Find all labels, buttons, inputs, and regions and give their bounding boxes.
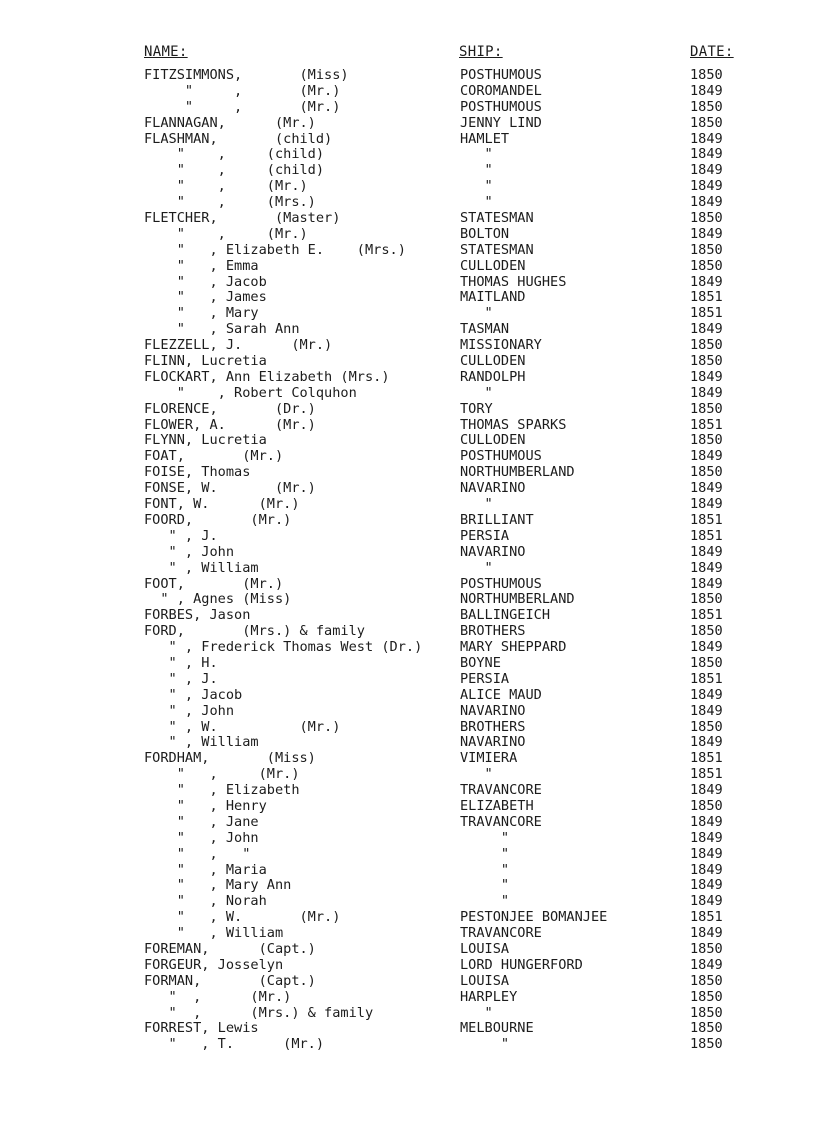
table-row (0, 195, 816, 211)
ship-name: STATESMAN (460, 210, 534, 227)
arrival-date: 1850 (690, 241, 723, 258)
passenger-name: " , Elizabeth (144, 782, 300, 799)
table-row (0, 497, 816, 513)
passenger-name: FOORD, (Mr.) (144, 511, 292, 528)
ship-name: ELIZABETH (460, 797, 534, 814)
table-row (0, 290, 816, 306)
arrival-date: 1849 (690, 321, 723, 338)
table-row (0, 704, 816, 720)
arrival-date: 1851 (690, 607, 723, 624)
ship-name: ALICE MAUD (460, 686, 542, 703)
arrival-date: 1849 (690, 496, 723, 513)
ship-name: NORTHUMBERLAND (460, 591, 575, 608)
table-row (0, 624, 816, 640)
ship-name: THOMAS HUGHES (460, 273, 567, 290)
passenger-name: " , Jacob (144, 273, 267, 290)
ship-name: BALLINGEICH (460, 607, 551, 624)
table-row (0, 243, 816, 259)
arrival-date: 1851 (690, 289, 723, 306)
ship-name: NAVARINO (460, 480, 526, 497)
arrival-date: 1849 (690, 877, 723, 894)
ship-name: COROMANDEL (460, 82, 542, 99)
passenger-name: " , Norah (144, 893, 267, 910)
ship-name: " (460, 845, 510, 862)
ship-name: BROTHERS (460, 718, 526, 735)
ship-name: STATESMAN (460, 241, 534, 258)
arrival-date: 1849 (690, 178, 723, 195)
passenger-name: FORBES, Jason (144, 607, 251, 624)
arrival-date: 1850 (690, 337, 723, 354)
ship-name: THOMAS SPARKS (460, 416, 567, 433)
ship-name: MISSIONARY (460, 337, 542, 354)
arrival-date: 1851 (690, 766, 723, 783)
table-row (0, 894, 816, 910)
passenger-name: " , (Mr.) (144, 82, 341, 99)
table-row (0, 433, 816, 449)
passenger-name: " , Maria (144, 861, 267, 878)
arrival-date: 1850 (690, 591, 723, 608)
table-row (0, 990, 816, 1006)
passenger-name: FLORENCE, (Dr.) (144, 400, 316, 417)
ship-name: NAVARINO (460, 734, 526, 751)
arrival-date: 1851 (690, 909, 723, 926)
arrival-date: 1850 (690, 654, 723, 671)
table-row (0, 751, 816, 767)
passenger-name: " , (Mr.) (144, 766, 300, 783)
passenger-name: FOOT, (Mr.) (144, 575, 284, 592)
arrival-date: 1850 (690, 988, 723, 1005)
table-row (0, 942, 816, 958)
arrival-date: 1849 (690, 368, 723, 385)
table-row (0, 354, 816, 370)
table-row (0, 720, 816, 736)
arrival-date: 1850 (690, 940, 723, 957)
table-row (0, 640, 816, 656)
table-row (0, 227, 816, 243)
passenger-name: FLYNN, Lucretia (144, 432, 267, 449)
passenger-name: " , John (144, 702, 235, 719)
ship-name: TASMAN (460, 321, 510, 338)
arrival-date: 1850 (690, 257, 723, 274)
arrival-date: 1849 (690, 575, 723, 592)
passenger-name: FONT, W. (Mr.) (144, 496, 300, 513)
ship-name: PESTONJEE BOMANJEE (460, 909, 608, 926)
arrival-date: 1849 (690, 893, 723, 910)
passenger-name: " , W. (Mr.) (144, 909, 341, 926)
passenger-name: FOISE, Thomas (144, 464, 251, 481)
arrival-date: 1849 (690, 384, 723, 401)
passenger-name: FITZSIMMONS, (Miss) (144, 67, 349, 83)
table-row (0, 878, 816, 894)
ship-name: PERSIA (460, 670, 510, 687)
ship-name: POSTHUMOUS (460, 67, 542, 83)
ship-name: NAVARINO (460, 543, 526, 560)
passenger-name: " , Mary (144, 305, 259, 322)
arrival-date: 1850 (690, 98, 723, 115)
ship-name: " (460, 877, 510, 894)
ship-name: MELBOURNE (460, 1020, 534, 1037)
arrival-date: 1851 (690, 305, 723, 322)
passenger-name: " , Elizabeth E. (Mrs.) (144, 241, 406, 258)
passenger-name: " , Jacob (144, 686, 243, 703)
ship-name: " (460, 1036, 510, 1053)
table-row (0, 1006, 816, 1022)
arrival-date: 1851 (690, 750, 723, 767)
passenger-name: FLETCHER, (Master) (144, 210, 341, 227)
passenger-name: " , (Mrs.) & family (144, 1004, 374, 1021)
ship-name: TORY (460, 400, 493, 417)
arrival-date: 1851 (690, 416, 723, 433)
passenger-name: " , (Mr.) (144, 988, 292, 1005)
arrival-date: 1849 (690, 146, 723, 163)
passenger-name: FORD, (Mrs.) & family (144, 623, 365, 640)
ship-name: " (460, 893, 510, 910)
arrival-date: 1850 (690, 210, 723, 227)
arrival-date: 1849 (690, 82, 723, 99)
arrival-date: 1849 (690, 639, 723, 656)
table-row (0, 672, 816, 688)
ship-name: MAITLAND (460, 289, 526, 306)
passenger-name: " , Robert Colquhon (144, 384, 357, 401)
table-row (0, 338, 816, 354)
ship-name: JENNY LIND (460, 114, 542, 131)
ship-name: " (460, 496, 493, 513)
arrival-date: 1849 (690, 194, 723, 211)
ship-name: " (460, 162, 493, 179)
passenger-name: " , James (144, 289, 267, 306)
table-row (0, 831, 816, 847)
table-row (0, 449, 816, 465)
passenger-name: " , Mary Ann (144, 877, 292, 894)
ship-name: LOUISA (460, 940, 510, 957)
table-row (0, 306, 816, 322)
arrival-date: 1849 (690, 273, 723, 290)
ship-name: LORD HUNGERFORD (460, 956, 583, 973)
passenger-name: " , William (144, 559, 259, 576)
ship-name: RANDOLPH (460, 368, 526, 385)
arrival-date: 1849 (690, 543, 723, 560)
passenger-name: FOREMAN, (Capt.) (144, 940, 316, 957)
ship-name: POSTHUMOUS (460, 448, 542, 465)
passenger-name: FORMAN, (Capt.) (144, 972, 316, 989)
passenger-name: FORGEUR, Josselyn (144, 956, 284, 973)
ship-name: TRAVANCORE (460, 925, 542, 942)
arrival-date: 1850 (690, 718, 723, 735)
table-row (0, 608, 816, 624)
ship-name: POSTHUMOUS (460, 575, 542, 592)
passenger-name: " , John (144, 543, 235, 560)
table-row (0, 163, 816, 179)
table-row (0, 322, 816, 338)
passenger-name: " , (Mr.) (144, 178, 308, 195)
table-row (0, 465, 816, 481)
name-column-header: NAME: (144, 44, 188, 60)
table-row (0, 132, 816, 148)
arrival-date: 1851 (690, 527, 723, 544)
passenger-name: " , Henry (144, 797, 267, 814)
ship-name: CULLODEN (460, 257, 526, 274)
arrival-date: 1850 (690, 432, 723, 449)
ship-name: BRILLIANT (460, 511, 534, 528)
passenger-name: FORDHAM, (Miss) (144, 750, 316, 767)
table-row (0, 529, 816, 545)
arrival-date: 1849 (690, 956, 723, 973)
passenger-name: FLEZZELL, J. (Mr.) (144, 337, 333, 354)
ship-name: HARPLEY (460, 988, 518, 1005)
table-row (0, 1037, 816, 1053)
passenger-name: FLOCKART, Ann Elizabeth (Mrs.) (144, 368, 390, 385)
arrival-date: 1849 (690, 559, 723, 576)
passenger-name: " , J. (144, 527, 218, 544)
ship-name: " (460, 559, 493, 576)
ship-name: " (460, 1004, 493, 1021)
table-row (0, 481, 816, 497)
table-row (0, 767, 816, 783)
table-row (0, 926, 816, 942)
ship-name: POSTHUMOUS (460, 98, 542, 115)
arrival-date: 1849 (690, 813, 723, 830)
arrival-date: 1849 (690, 829, 723, 846)
table-row (0, 100, 816, 116)
ship-name: " (460, 861, 510, 878)
arrival-date: 1849 (690, 225, 723, 242)
ship-column-header: SHIP: (459, 44, 503, 60)
ship-name: HAMLET (460, 130, 510, 147)
ship-name: CULLODEN (460, 353, 526, 370)
table-row (0, 974, 816, 990)
table-row (0, 545, 816, 561)
passenger-name: FLASHMAN, (child) (144, 130, 333, 147)
arrival-date: 1849 (690, 162, 723, 179)
ship-name: " (460, 178, 493, 195)
table-row (0, 783, 816, 799)
arrival-date: 1850 (690, 623, 723, 640)
passenger-name: " , H. (144, 654, 218, 671)
table-row (0, 275, 816, 291)
table-row (0, 147, 816, 163)
passenger-name: " , John (144, 829, 259, 846)
passenger-name: " , Emma (144, 257, 259, 274)
table-row (0, 847, 816, 863)
ship-name: BROTHERS (460, 623, 526, 640)
passenger-name: " , (Mr.) (144, 98, 341, 115)
arrival-date: 1851 (690, 511, 723, 528)
table-row (0, 799, 816, 815)
ship-name: TRAVANCORE (460, 782, 542, 799)
table-row (0, 179, 816, 195)
arrival-date: 1849 (690, 702, 723, 719)
passenger-name: " , William (144, 925, 284, 942)
passenger-name: " , Frederick Thomas West (Dr.) (144, 639, 423, 656)
table-row (0, 688, 816, 704)
ship-name: " (460, 146, 493, 163)
ship-name: LOUISA (460, 972, 510, 989)
table-row (0, 910, 816, 926)
arrival-date: 1849 (690, 845, 723, 862)
table-row (0, 735, 816, 751)
table-row (0, 211, 816, 227)
arrival-date: 1849 (690, 925, 723, 942)
passenger-name: FLOWER, A. (Mr.) (144, 416, 316, 433)
table-row (0, 386, 816, 402)
table-row (0, 577, 816, 593)
ship-name: " (460, 384, 493, 401)
arrival-date: 1849 (690, 861, 723, 878)
arrival-date: 1850 (690, 1020, 723, 1037)
ship-name: NORTHUMBERLAND (460, 464, 575, 481)
ship-name: CULLODEN (460, 432, 526, 449)
passenger-name: " , T. (Mr.) (144, 1036, 325, 1053)
date-column-header: DATE: (690, 44, 734, 60)
ship-name: NAVARINO (460, 702, 526, 719)
passenger-name: FLINN, Lucretia (144, 353, 267, 370)
passenger-name: " , J. (144, 670, 218, 687)
passenger-name: " , (Mr.) (144, 225, 308, 242)
table-row (0, 815, 816, 831)
table-row (0, 513, 816, 529)
arrival-date: 1849 (690, 782, 723, 799)
arrival-date: 1850 (690, 1036, 723, 1053)
arrival-date: 1850 (690, 972, 723, 989)
passenger-name: FORREST, Lewis (144, 1020, 259, 1037)
ship-name: " (460, 194, 493, 211)
arrival-date: 1850 (690, 464, 723, 481)
table-row (0, 656, 816, 672)
ship-name: " (460, 829, 510, 846)
arrival-date: 1850 (690, 400, 723, 417)
arrival-date: 1849 (690, 448, 723, 465)
passenger-list (0, 68, 816, 1053)
passenger-name: FOAT, (Mr.) (144, 448, 284, 465)
arrival-date: 1849 (690, 686, 723, 703)
ship-name: TRAVANCORE (460, 813, 542, 830)
passenger-name: " , W. (Mr.) (144, 718, 341, 735)
ship-name: MARY SHEPPARD (460, 639, 567, 656)
passenger-name: " , " (144, 845, 251, 862)
ship-name: " (460, 305, 493, 322)
arrival-date: 1850 (690, 353, 723, 370)
table-row (0, 561, 816, 577)
passenger-name: " , Jane (144, 813, 259, 830)
ship-name: BOLTON (460, 225, 510, 242)
passenger-name: FLANNAGAN, (Mr.) (144, 114, 316, 131)
table-row (0, 592, 816, 608)
arrival-date: 1850 (690, 1004, 723, 1021)
table-row (0, 68, 816, 84)
passenger-name: " , (child) (144, 162, 325, 179)
table-row (0, 259, 816, 275)
table-row (0, 84, 816, 100)
passenger-name: " , Sarah Ann (144, 321, 300, 338)
passenger-name: FONSE, W. (Mr.) (144, 480, 316, 497)
table-row (0, 1021, 816, 1037)
ship-name: VIMIERA (460, 750, 518, 767)
table-row (0, 370, 816, 386)
ship-name: " (460, 766, 493, 783)
ship-name: PERSIA (460, 527, 510, 544)
arrival-date: 1850 (690, 797, 723, 814)
ship-name: BOYNE (460, 654, 501, 671)
passenger-name: " , William (144, 734, 259, 751)
table-row (0, 958, 816, 974)
arrival-date: 1850 (690, 114, 723, 131)
passenger-name: " , (child) (144, 146, 325, 163)
arrival-date: 1849 (690, 480, 723, 497)
table-row (0, 402, 816, 418)
arrival-date: 1850 (690, 67, 723, 83)
arrival-date: 1849 (690, 734, 723, 751)
arrival-date: 1851 (690, 670, 723, 687)
table-row (0, 418, 816, 434)
arrival-date: 1849 (690, 130, 723, 147)
passenger-name: " , Agnes (Miss) (144, 591, 292, 608)
table-row (0, 116, 816, 132)
table-row (0, 863, 816, 879)
passenger-name: " , (Mrs.) (144, 194, 316, 211)
